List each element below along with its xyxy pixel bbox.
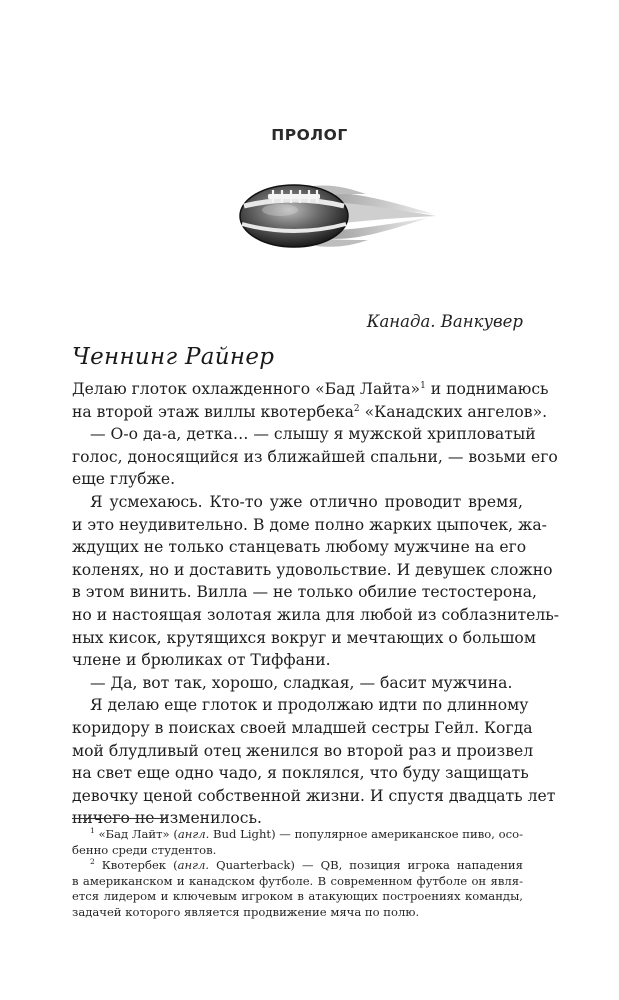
text-line: мой блудливый отец женился во второй раз и произвел: [72, 741, 534, 760]
text-line: Я делаю еще глоток и продолжаю идти по длинному: [90, 696, 529, 715]
text-line: члене и брюликах от Тиффани.: [72, 651, 331, 670]
text-line: и это неудивительно. В доме полно жарких цыпочек, жа-: [72, 515, 547, 534]
text-line: ных кисок, крутящихся вокруг и мечтающих о большом: [72, 628, 536, 647]
text-line: Делаю глоток охлажденного «Бад Лайта»$^1$ и поднимаюсь: [72, 380, 549, 398]
text-line: еще глубже.: [72, 470, 176, 489]
scene-location: Канада. Ванкувер: [366, 312, 523, 331]
text-line: голос, доносящийся из ближайшей спальни, — возьми его: [72, 447, 558, 466]
text-line: но и настоящая золотая жила для любой из соблазнитель-: [72, 605, 560, 624]
pov-character-heading: Ченнинг Райнер: [72, 344, 275, 370]
flaming-football-icon: [238, 180, 438, 252]
footnote-divider: [72, 818, 168, 819]
text-line: Я усмехаюсь. Кто-то уже отлично проводит время,: [90, 492, 523, 511]
text-line: коридору в поисках своей младшей сестры Гейл. Когда: [72, 718, 533, 737]
footnote-ref-1[interactable]: 1: [420, 380, 426, 391]
text-line: на второй этаж виллы квотербека$^2$ «Канадских ангелов».: [72, 402, 548, 421]
footnotes: [72, 827, 523, 921]
footnote-line: в американском и канадском футболе. В современном футболе он явля-: [72, 873, 523, 888]
footnote-2: $^2$ Квотербек (англ. Quarterback) — QB, позиция игрока нападения: [90, 857, 523, 873]
footnote-line: бенно среди студентов.: [72, 842, 217, 857]
text-line: ничего не изменилось.: [72, 809, 262, 828]
text-line: девочку ценой собственной жизни. И спустя двадцать лет: [72, 786, 556, 805]
chapter-body: [72, 378, 560, 830]
text-line: в этом винить. Вилла — не только обилие тестостерона,: [72, 583, 537, 602]
text-line: — Да, вот так, хорошо, сладкая, — басит мужчина.: [90, 673, 513, 692]
football: [240, 185, 348, 247]
chapter-title: ПРОЛОГ: [271, 126, 348, 144]
footnote-ref-2[interactable]: 2: [353, 403, 360, 414]
footnote-line: ется лидером и ключевым игроком в атакующих построениях команды,: [72, 889, 523, 904]
text-line: коленях, но и доставить удовольствие. И девушек сложно: [72, 560, 553, 579]
footnote-1: $^1$ «Бад Лайт» (англ. Bud Light) — популярное американское пиво, осо-: [90, 826, 523, 841]
text-line: — О-о да-а, детка… — слышу я мужской хрипловатый: [90, 425, 536, 444]
text-line: ждущих не только станцевать любому мужчине на его: [72, 538, 527, 557]
footnote-line: задачей которого является продвижение мяча по полю.: [72, 904, 420, 919]
text-line: на свет еще одно чадо, я поклялся, что буду защищать: [72, 764, 529, 783]
